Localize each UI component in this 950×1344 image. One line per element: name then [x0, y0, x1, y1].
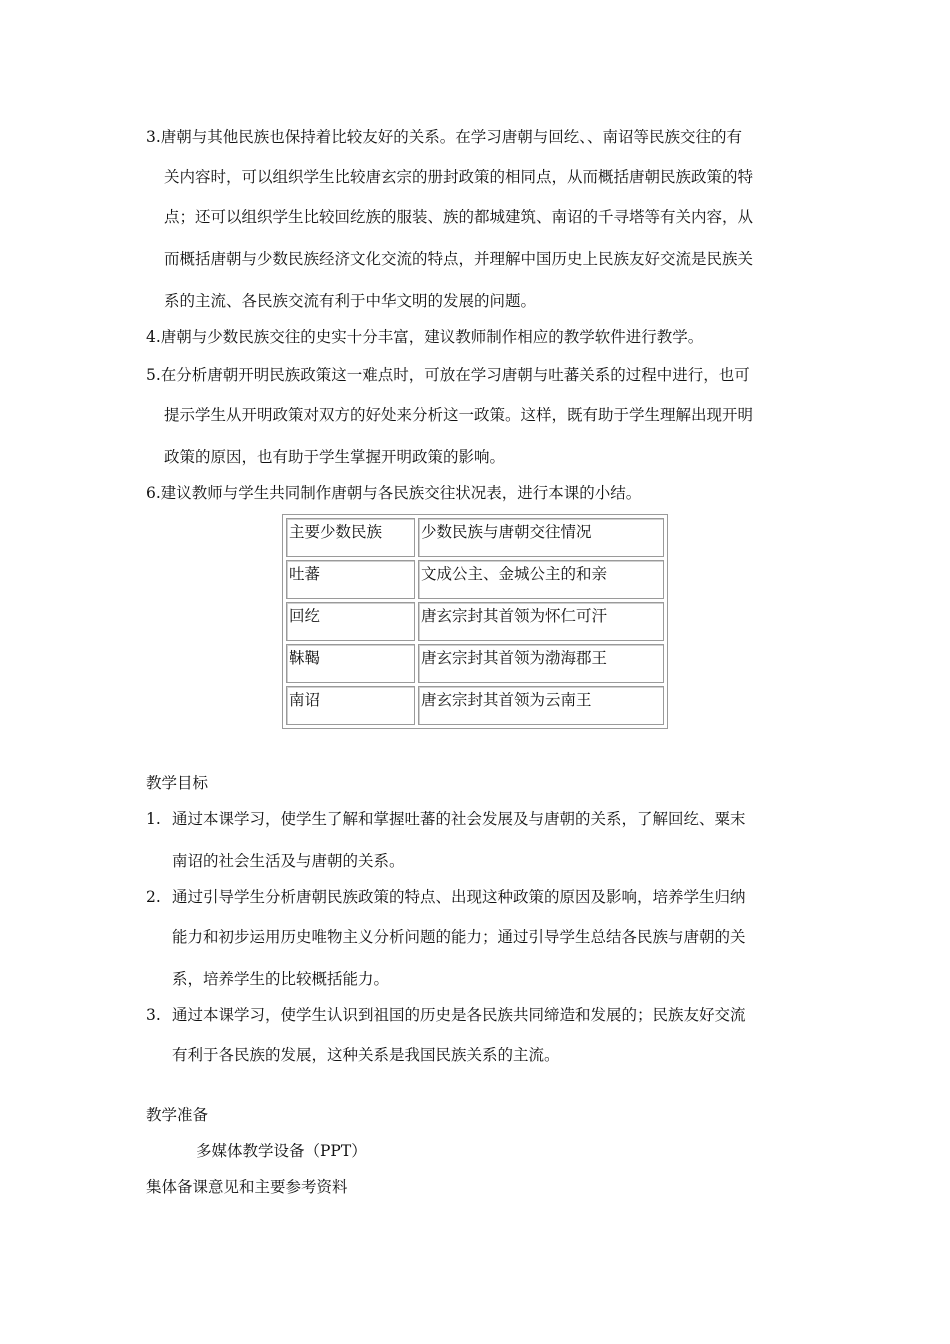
- paragraph-5-line-3: 政策的原因，也有助于学生掌握开明政策的影响。: [164, 448, 506, 466]
- objective-3-line-2: 有利于各民族的发展，这种关系是我国民族关系的主流。: [172, 1046, 560, 1064]
- table-row: [286, 560, 664, 599]
- paragraph-3-line-5: 系的主流、各民族交流有利于中华文明的发展的问题。: [164, 292, 537, 310]
- preparation-heading: 教学准备: [146, 1106, 209, 1124]
- paragraph-3-line-1: 3.唐朝与其他民族也保持着比较友好的关系。在学习唐朝与回纥、、南诏等民族交往的有: [146, 128, 743, 146]
- objective-1-number: 1.: [146, 810, 161, 828]
- objective-3-line-1: 通过本课学习，使学生认识到祖国的历史是各民族共同缔造和发展的；民族友好交流: [172, 1006, 746, 1024]
- objective-2-line-1: 通过引导学生分析唐朝民族政策的特点、出现这种政策的原因及影响，培养学生归纳: [172, 888, 746, 906]
- table-row: [286, 644, 664, 683]
- paragraph-5-line-1: 5.在分析唐朝开明民族政策这一难点时，可放在学习唐朝与吐蕃关系的过程中进行，也可: [146, 366, 750, 384]
- table-cell: 唐玄宗封其首领为怀仁可汗: [418, 602, 664, 641]
- objectives-heading: 教学目标: [146, 774, 209, 792]
- summary-table: [282, 514, 668, 729]
- preparation-content: 多媒体教学设备（PPT）: [196, 1142, 367, 1160]
- paragraph-3-line-3: 点；还可以组织学生比较回纥族的服装、族的都城建筑、南诏的千寻塔等有关内容，从: [164, 208, 754, 226]
- paragraph-6: 6.建议教师与学生共同制作唐朝与各民族交往状况表，进行本课的小结。: [146, 484, 642, 502]
- table-header-cell: 主要少数民族: [286, 518, 415, 557]
- objective-2-number: 2.: [146, 888, 161, 906]
- table-row: [286, 686, 664, 725]
- table-cell: 文成公主、金城公主的和亲: [418, 560, 664, 599]
- table-cell: 回纥: [286, 602, 415, 641]
- objective-3-number: 3.: [146, 1006, 161, 1024]
- objective-1-line-1: 通过本课学习，使学生了解和掌握吐蕃的社会发展及与唐朝的关系，了解回纥、粟末: [172, 810, 746, 828]
- paragraph-3-line-4: 而概括唐朝与少数民族经济文化交流的特点，并理解中国历史上民族友好交流是民族关: [164, 250, 754, 268]
- paragraph-4: 4.唐朝与少数民族交往的史实十分丰富，建议教师制作相应的教学软件进行教学。: [146, 328, 704, 346]
- table-header-row: [286, 518, 664, 557]
- table-row: [286, 602, 664, 641]
- paragraph-5-line-2: 提示学生从开明政策对双方的好处来分析这一政策。这样，既有助于学生理解出现开明: [164, 406, 754, 424]
- objective-1-line-2: 南诏的社会生活及与唐朝的关系。: [172, 852, 405, 870]
- objective-2-line-3: 系，培养学生的比较概括能力。: [172, 970, 390, 988]
- table-cell: 唐玄宗封其首领为渤海郡王: [418, 644, 664, 683]
- table-header-cell: 少数民族与唐朝交往情况: [418, 518, 664, 557]
- table-cell: 靺鞨: [286, 644, 415, 683]
- table-cell: 唐玄宗封其首领为云南王: [418, 686, 664, 725]
- paragraph-3-line-2: 关内容时，可以组织学生比较唐玄宗的册封政策的相同点，从而概括唐朝民族政策的特: [164, 168, 754, 186]
- table-cell: 南诏: [286, 686, 415, 725]
- objective-2-line-2: 能力和初步运用历史唯物主义分析问题的能力；通过引导学生总结各民族与唐朝的关: [172, 928, 746, 946]
- reference-heading: 集体备课意见和主要参考资料: [146, 1178, 348, 1196]
- table-cell: 吐蕃: [286, 560, 415, 599]
